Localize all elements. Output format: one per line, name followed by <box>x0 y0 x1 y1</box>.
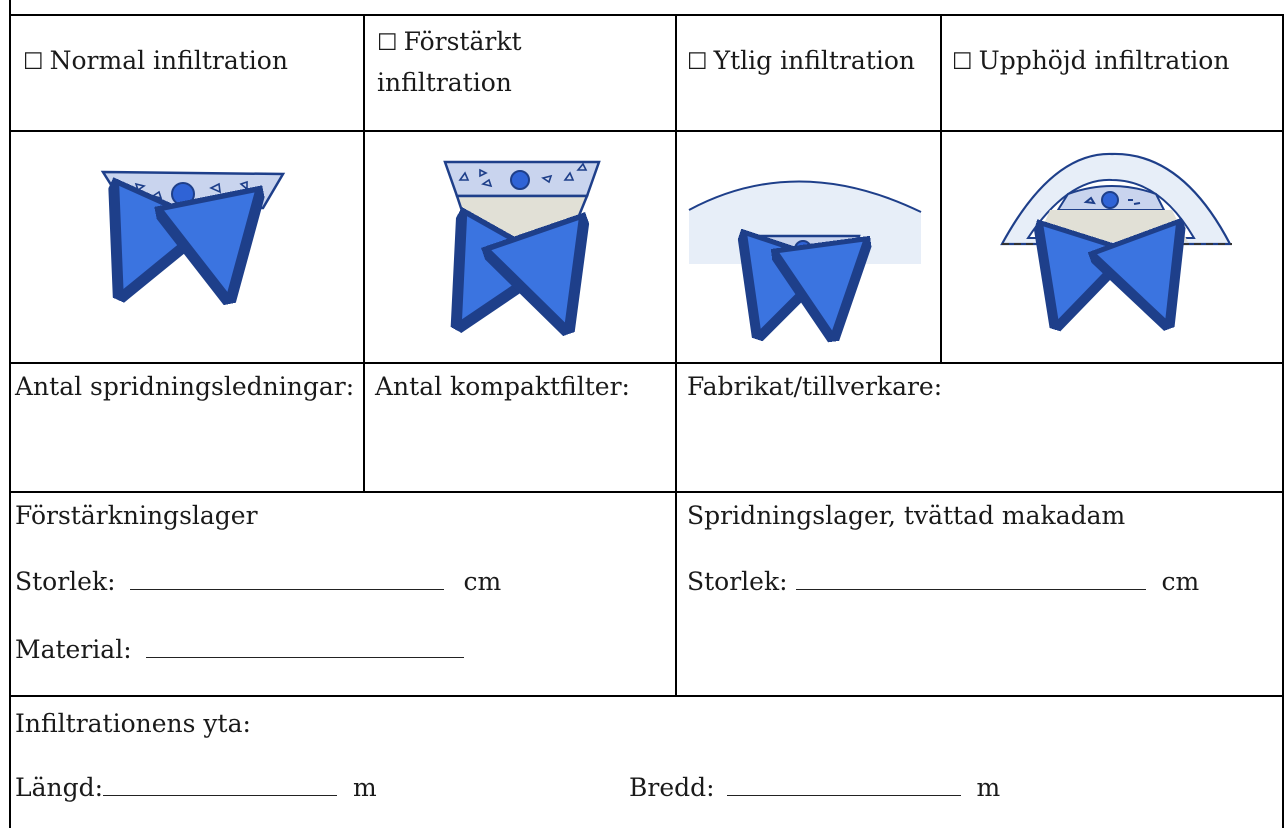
illustration-cell-forstarkt <box>363 132 675 364</box>
option-cell-forstarkt <box>363 16 675 132</box>
checkbox-normal[interactable]: ☐ <box>23 49 44 75</box>
spridningsledningar-label: Antal spridningsledningar: <box>15 372 355 401</box>
option-label-forstarkt-line1: Förstärkt <box>403 27 522 56</box>
infiltrationens-yta-heading: Infiltrationens yta: <box>15 709 251 738</box>
option-cell-upphojd <box>940 16 1284 132</box>
length-field[interactable] <box>103 769 337 796</box>
forstarkning-material-label: Material: <box>15 635 132 664</box>
forstarkning-material-field[interactable] <box>146 631 464 658</box>
forstarkning-size-unit: cm <box>463 567 502 596</box>
spridningslager-cell <box>675 493 1284 697</box>
option-label-normal: Normal infiltration <box>49 46 288 75</box>
illustration-cell-ytlig <box>675 132 940 364</box>
option-cell-ytlig <box>675 16 940 132</box>
option-cell-normal <box>9 16 363 132</box>
width-unit: m <box>976 773 1001 802</box>
upphojd-infiltration-illustration <box>942 132 1282 360</box>
length-unit: m <box>353 773 377 802</box>
forstarkning-size-label: Storlek: <box>15 567 116 596</box>
forstarkningslager-heading: Förstärkningslager <box>15 501 258 530</box>
fabrikat-cell[interactable] <box>675 364 1284 493</box>
checkbox-ytlig[interactable]: ☐ <box>687 49 708 75</box>
ytlig-infiltration-illustration <box>677 132 940 360</box>
spridningsledningar-cell[interactable] <box>9 364 363 493</box>
illustration-cell-normal <box>9 132 363 364</box>
forstarkning-size-field[interactable] <box>130 563 444 590</box>
infiltrationens-yta-cell <box>9 697 1284 828</box>
checkbox-upphojd[interactable]: ☐ <box>952 49 973 75</box>
option-label-forstarkt-line2: infiltration <box>377 68 512 97</box>
kompaktfilter-label: Antal kompaktfilter: <box>375 372 630 401</box>
forstarkt-infiltration-illustration <box>365 132 673 360</box>
spridningslager-heading: Spridningslager, tvättad makadam <box>687 501 1126 530</box>
width-label: Bredd: <box>629 773 715 802</box>
spridning-size-label: Storlek: <box>687 567 788 596</box>
kompaktfilter-cell[interactable] <box>363 364 675 493</box>
illustration-cell-upphojd <box>940 132 1284 364</box>
option-label-ytlig: Ytlig infiltration <box>713 46 915 75</box>
spridning-size-field[interactable] <box>796 563 1146 590</box>
fabrikat-label: Fabrikat/tillverkare: <box>687 372 943 401</box>
length-label: Längd: <box>15 773 104 802</box>
spridning-size-unit: cm <box>1161 567 1200 596</box>
width-field[interactable] <box>727 769 961 796</box>
top-frame <box>0 0 1284 16</box>
forstarkningslager-cell <box>9 493 675 697</box>
option-label-upphojd: Upphöjd infiltration <box>978 46 1230 75</box>
normal-infiltration-illustration <box>11 132 361 360</box>
checkbox-forstarkt[interactable]: ☐ <box>377 30 398 56</box>
